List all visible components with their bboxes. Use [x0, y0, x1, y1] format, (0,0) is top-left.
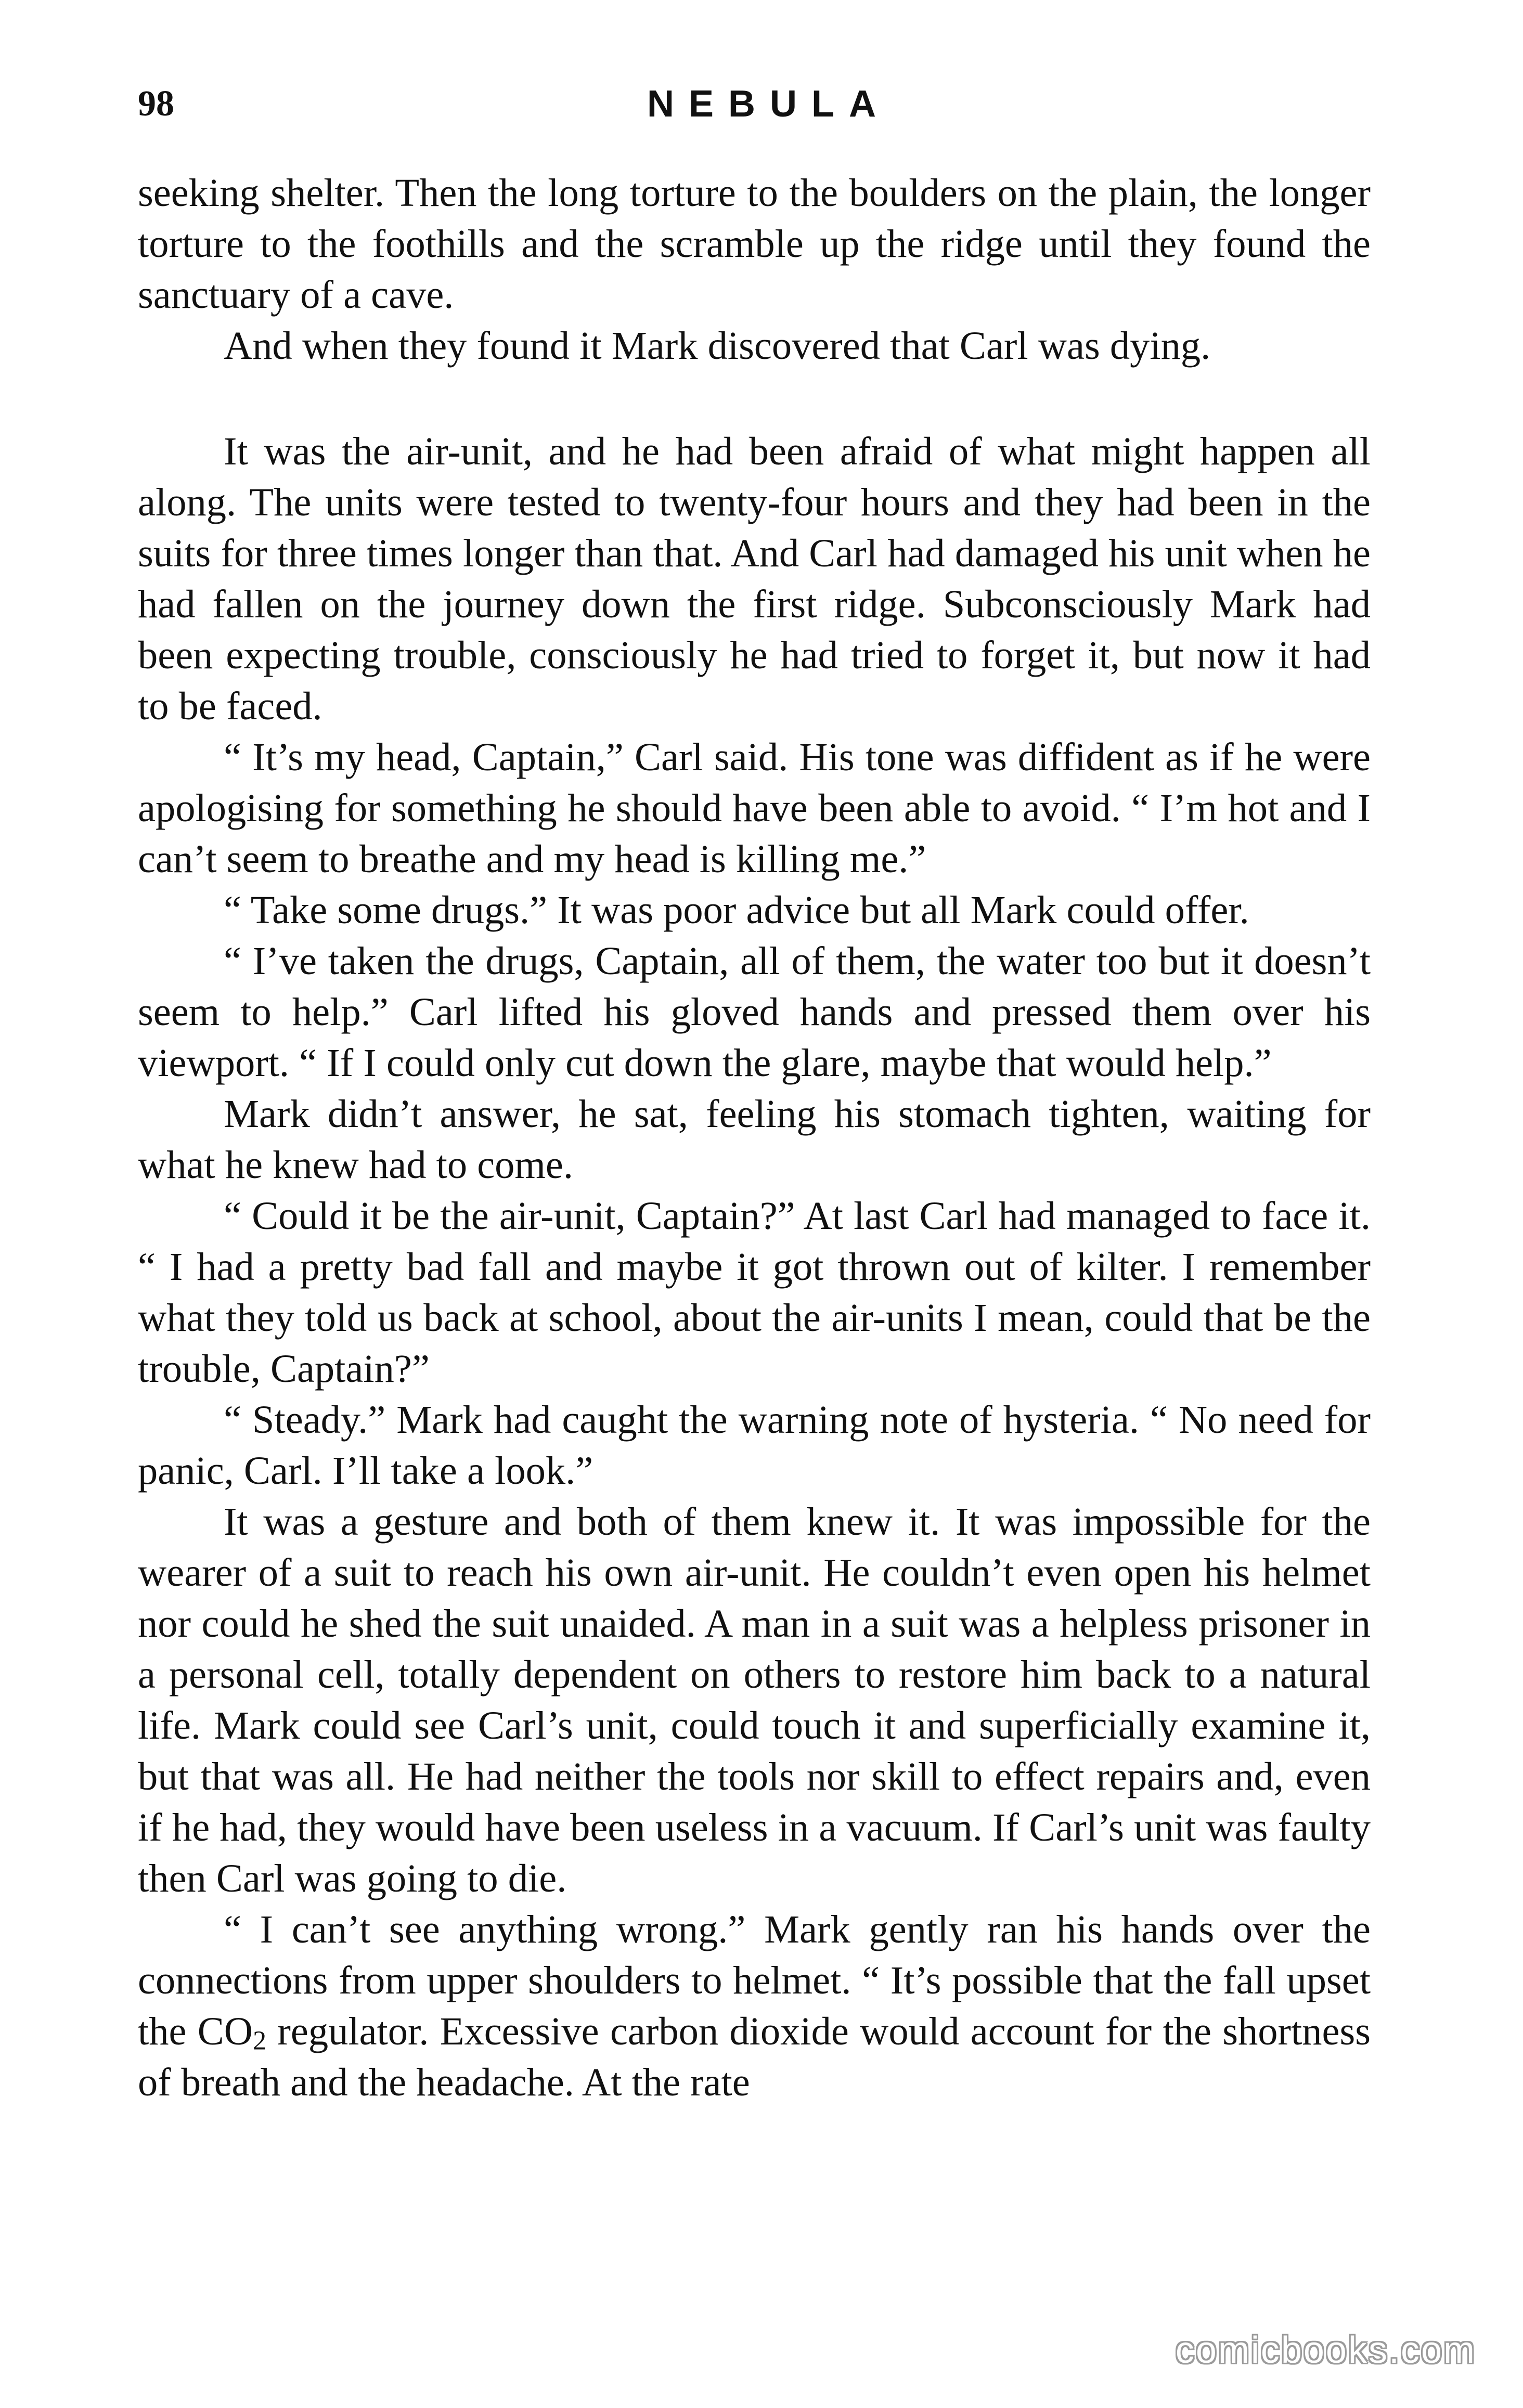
paragraph: seeking shelter. Then the long torture to the boulders on the plain, the longer torture to the foothills and the scramble up the ridge until they found the sanctuary of a cave. [138, 171, 1371, 317]
paragraph: It was a gesture and both of them knew it. It was impossible for the wearer of a suit to reach his own air-unit. He couldn’t even open his helmet nor could he shed the suit unaided. A man in a suit was a helpless prisoner in a personal cell, totally dependent on others to restore him back to a natural life. Mark could see Carl’s unit, could touch it and superficially examine it, but that was all. He had neither the tools nor skill to effect repairs and, even if he had, they would have been useless in a vacuum. If Carl’s unit was faulty then Carl was going to die. [138, 1499, 1371, 1900]
paragraph: Mark didn’t answer, he sat, feeling his stomach tighten, waiting for what he knew had to come. [138, 1092, 1371, 1187]
paragraph-text: regulator. Excessive carbon dioxide would account for the shortness of breath and the headache. At the rate [138, 2009, 1371, 2104]
body-text [138, 167, 1371, 2108]
paragraph: “ Take some drugs.” It was poor advice but all Mark could offer. [224, 888, 1249, 932]
paragraph-text: “ I can’t see anything wrong.” Mark gently ran his hands over the connections from upper shoulders to helmet. “ It’s possible that the fall upset the CO [138, 1907, 1371, 2053]
paragraph: “ I’ve taken the drugs, Captain, all of them, the water too but it doesn’t seem to help.” Carl lifted his gloved hands and pressed them over his viewport. “ If I could only cut down the glare, maybe that would help.” [138, 939, 1371, 1085]
paragraph: “ Steady.” Mark had caught the warning note of hysteria. “ No need for panic, Carl. I’ll take a look.” [138, 1397, 1371, 1493]
page-header [138, 78, 1385, 130]
paragraph: And when they found it Mark discovered that Carl was dying. [224, 323, 1211, 368]
page-number: 98 [138, 84, 174, 124]
co2-subscript: 2 [253, 2026, 267, 2056]
paragraph: “ Could it be the air-unit, Captain?” At last Carl had managed to face it. “ I had a pretty bad fall and maybe it got thrown out of kilter. I remember what they told us back at school, about the air-units I mean, could that be the trouble, Captain?” [138, 1194, 1371, 1391]
paragraph: It was the air-unit, and he had been afraid of what might happen all along. The units were tested to twenty-four hours and they had been in the suits for three times longer than that. And Carl had damaged his unit when he had fallen on the journey down the first ridge. Subconsciously Mark had been expecting trouble, consciously he had tried to forget it, but now it had to be faced. [138, 429, 1371, 728]
running-title: NEBULA [647, 83, 890, 125]
watermark: comicbooks.com [1175, 2329, 1476, 2371]
paragraph: “ It’s my head, Captain,” Carl said. His tone was diffident as if he were apologising for something he should have been able to avoid. “ I’m hot and I can’t seem to breathe and my head is killing me.” [138, 735, 1371, 881]
paragraph-last [138, 1904, 1371, 2108]
